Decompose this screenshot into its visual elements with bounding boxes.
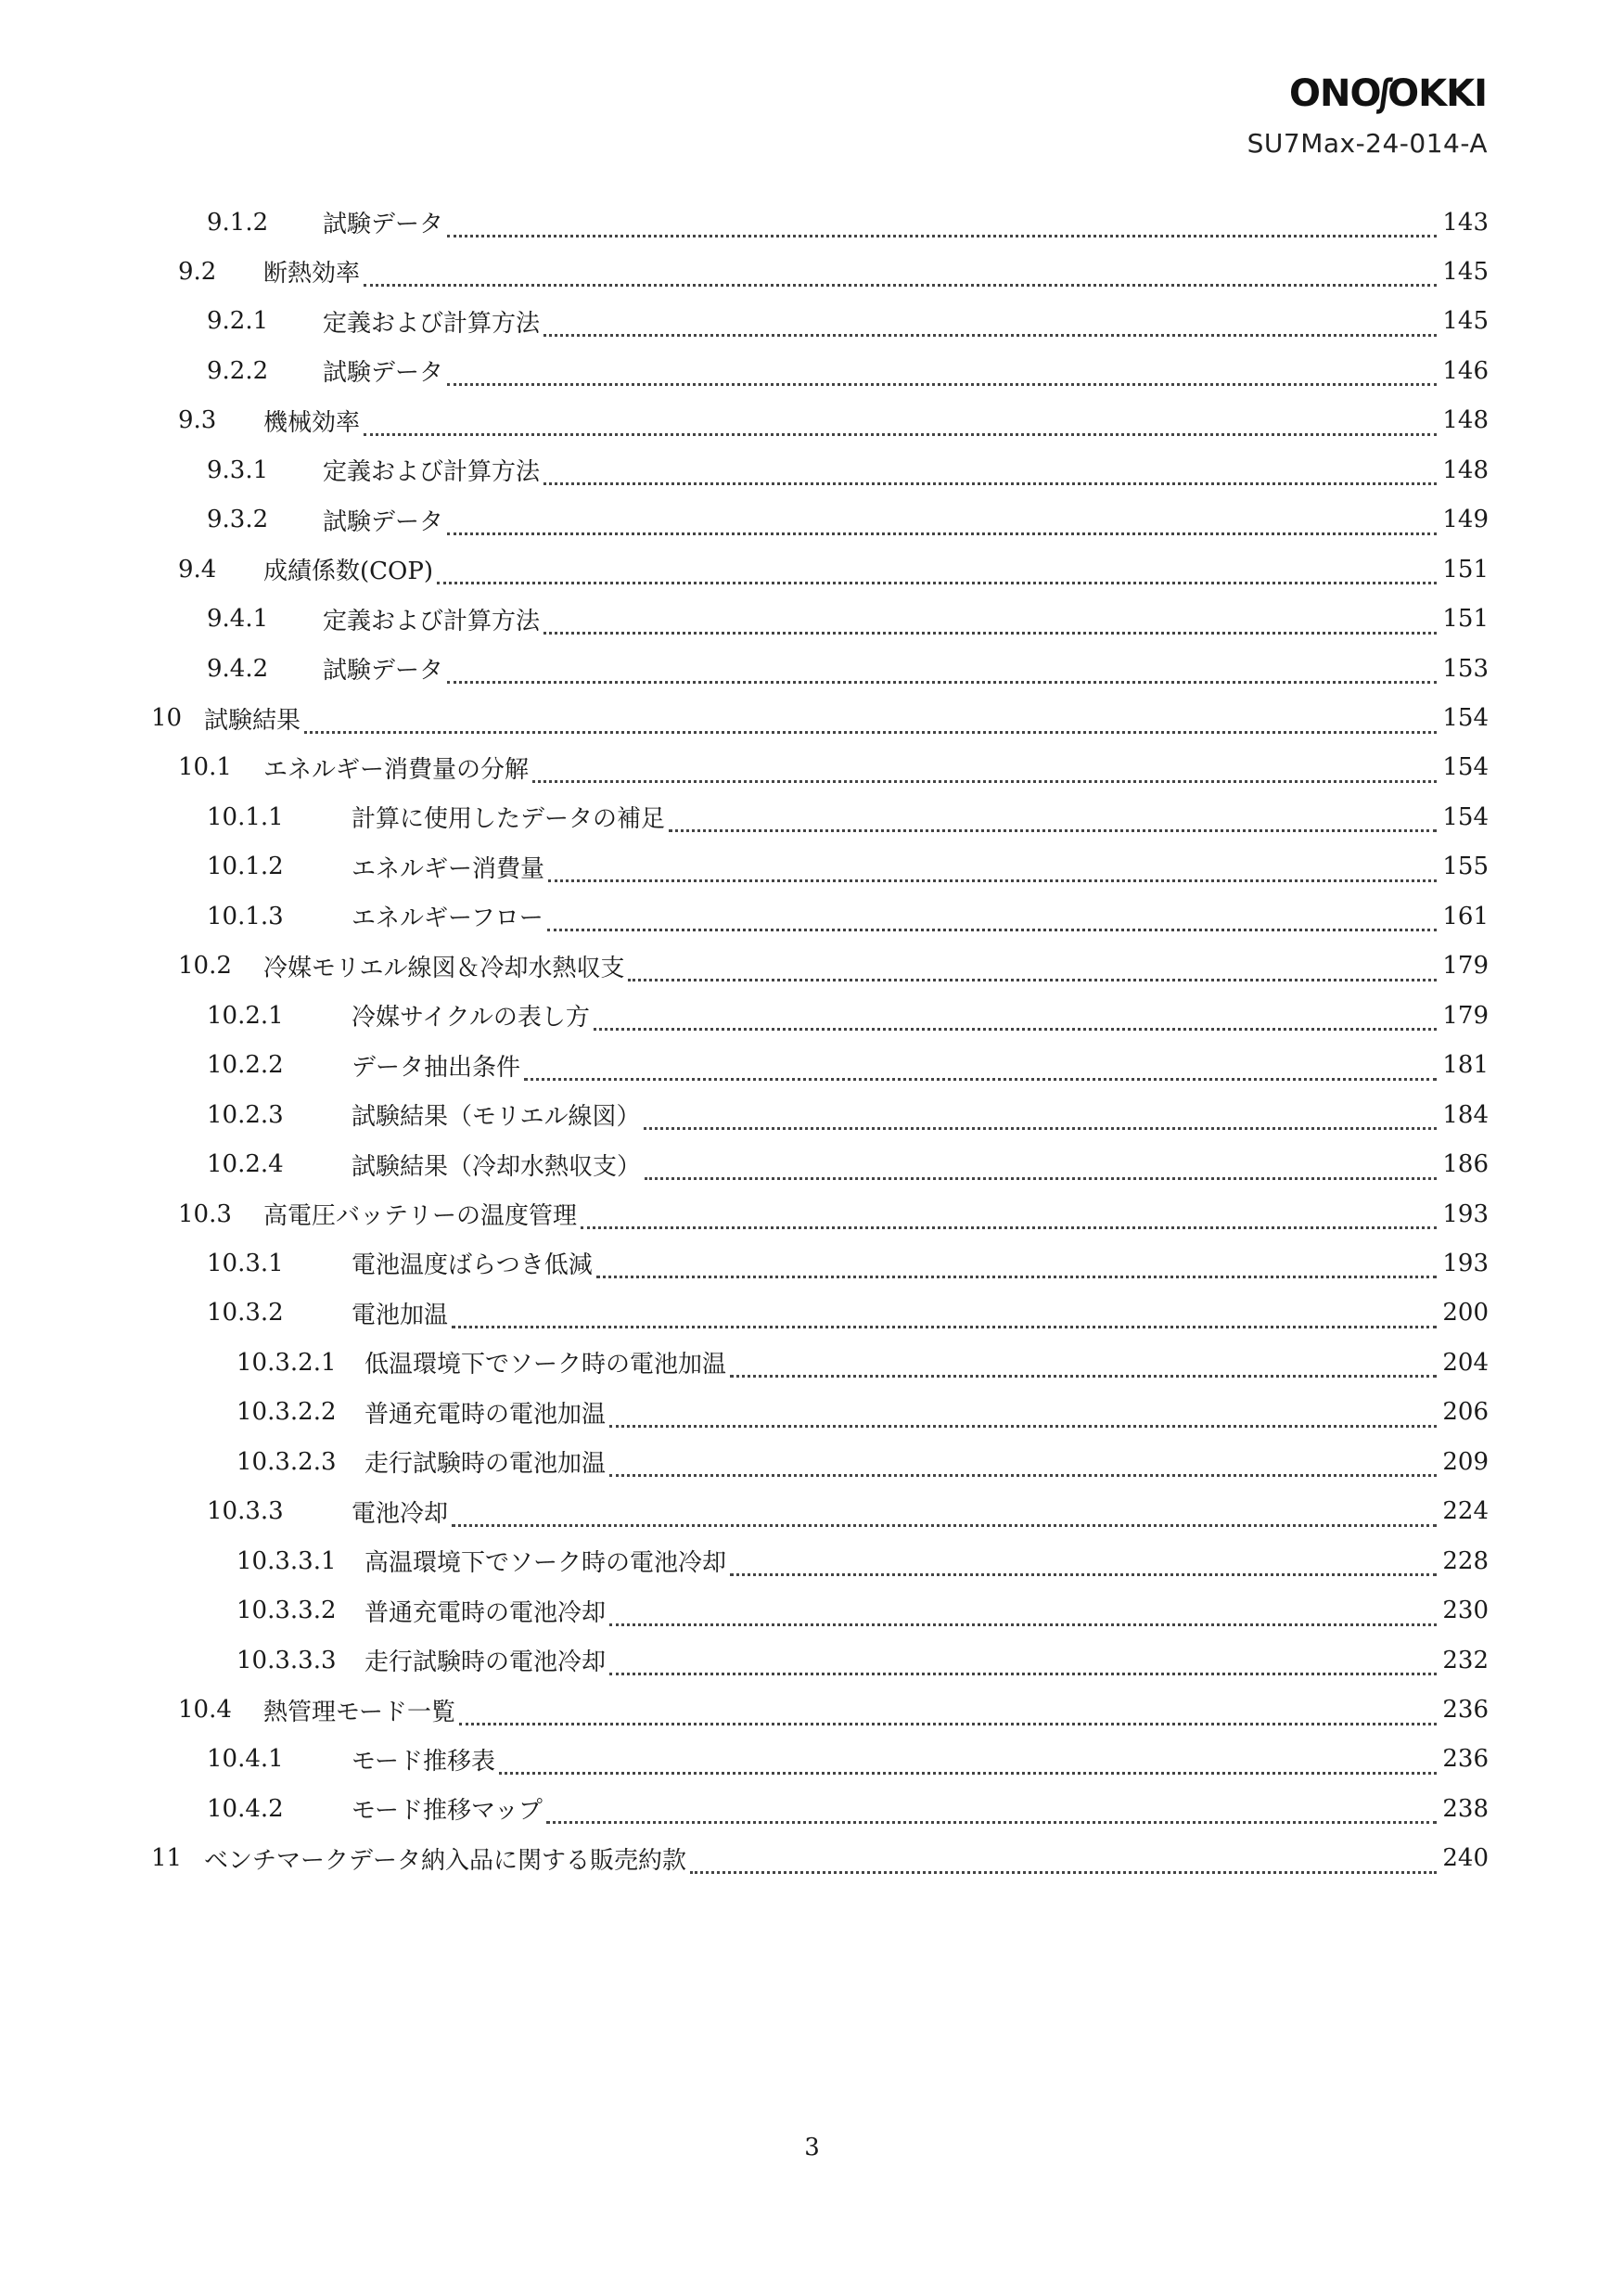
toc-entry-page: 154 — [1442, 753, 1489, 782]
toc-dot-leader — [452, 1302, 1437, 1328]
toc-entry-page: 148 — [1442, 406, 1489, 435]
toc-entry[interactable] — [178, 942, 1489, 991]
toc-entry[interactable] — [207, 891, 1489, 941]
toc-entry-title: 断熱効率 — [263, 260, 361, 289]
toc-entry-title: 定義および計算方法 — [323, 309, 541, 338]
logo-slash-mark: ʃ — [1378, 72, 1389, 115]
toc-entry-title: 高温環境下でソーク時の電池冷却 — [364, 1549, 727, 1578]
toc-entry[interactable] — [207, 198, 1489, 247]
toc-entry-number: 10.2 — [178, 952, 232, 981]
toc-entry[interactable] — [151, 694, 1489, 743]
toc-dot-leader — [644, 1103, 1437, 1130]
toc-entry-number: 9.2 — [178, 257, 217, 286]
toc-entry-page: 204 — [1442, 1348, 1489, 1377]
toc-dot-leader — [730, 1351, 1437, 1378]
toc-dot-leader — [581, 1202, 1437, 1229]
toc-entry-title: モード推移マップ — [352, 1797, 543, 1826]
toc-entry[interactable] — [207, 495, 1489, 545]
toc-dot-leader — [499, 1748, 1437, 1775]
toc-dot-leader — [594, 1004, 1437, 1031]
toc-dot-leader — [364, 260, 1437, 287]
toc-dot-leader — [447, 657, 1437, 684]
toc-entry[interactable] — [207, 792, 1489, 841]
toc-entry[interactable] — [207, 346, 1489, 395]
toc-entry-number: 10.1.2 — [207, 853, 284, 881]
toc-entry[interactable] — [207, 595, 1489, 644]
toc-entry-page: 240 — [1442, 1844, 1489, 1873]
toc-entry-number: 10 — [151, 704, 183, 732]
toc-entry-page: 154 — [1442, 802, 1489, 831]
toc-entry-number: 10.3.2 — [207, 1299, 284, 1328]
toc-entry-page: 151 — [1442, 605, 1489, 634]
toc-dot-leader — [546, 1797, 1437, 1824]
toc-entry[interactable] — [207, 1289, 1489, 1338]
toc-entry[interactable] — [207, 1090, 1489, 1139]
toc-dot-leader — [609, 1450, 1437, 1477]
toc-entry[interactable] — [178, 1189, 1489, 1238]
toc-entry-page: 179 — [1442, 952, 1489, 981]
toc-entry-number: 10.4.2 — [207, 1794, 284, 1823]
toc-entry[interactable] — [178, 545, 1489, 594]
toc-entry-page: 238 — [1442, 1794, 1489, 1823]
toc-dot-leader — [669, 805, 1437, 832]
toc-entry[interactable] — [151, 1834, 1489, 1883]
toc-entry-number: 9.3.2 — [207, 506, 269, 534]
toc-entry[interactable] — [207, 445, 1489, 494]
toc-entry-number: 10.3.1 — [207, 1249, 284, 1277]
toc-entry[interactable] — [237, 1338, 1489, 1387]
toc-entry-page: 146 — [1442, 356, 1489, 385]
toc-dot-leader — [547, 904, 1438, 931]
toc-entry[interactable] — [207, 644, 1489, 693]
toc-entry-number: 10.4.1 — [207, 1745, 284, 1774]
toc-entry-number: 10.1 — [178, 753, 232, 782]
toc-entry-title: 計算に使用したデータの補足 — [352, 805, 666, 834]
toc-entry-page: 193 — [1442, 1199, 1489, 1228]
toc-entry-number: 10.3.3 — [207, 1497, 284, 1526]
page-number: 3 — [804, 2134, 820, 2161]
toc-entry-page: 184 — [1442, 1100, 1489, 1129]
toc-entry[interactable] — [207, 1487, 1489, 1536]
toc-entry-number: 10.2.2 — [207, 1051, 284, 1080]
toc-dot-leader — [543, 608, 1437, 635]
toc-entry-number: 10.2.1 — [207, 1001, 284, 1030]
toc-entry-title: 熱管理モード一覧 — [263, 1698, 455, 1726]
document-number: SU7Max-24-014-A — [1247, 128, 1488, 159]
toc-dot-leader — [645, 1153, 1437, 1180]
toc-dot-leader — [459, 1699, 1437, 1725]
toc-entry-number: 10.2.4 — [207, 1150, 284, 1179]
toc-entry-number: 10.3.2.2 — [237, 1398, 337, 1427]
toc-dot-leader — [596, 1251, 1438, 1278]
toc-entry-title: 走行試験時の電池加温 — [364, 1450, 607, 1479]
toc-entry-title: データ抽出条件 — [352, 1053, 521, 1082]
toc-entry[interactable] — [237, 1586, 1489, 1635]
toc-entry-page: 153 — [1442, 654, 1489, 683]
toc-entry-page: 228 — [1442, 1546, 1489, 1575]
toc-entry[interactable] — [207, 991, 1489, 1040]
toc-entry[interactable] — [237, 1635, 1489, 1685]
toc-entry[interactable] — [237, 1437, 1489, 1486]
toc-entry-title: 冷媒モリエル線図＆冷却水熱収支 — [263, 954, 625, 982]
toc-entry-page: 151 — [1442, 555, 1489, 584]
toc-entry[interactable] — [178, 396, 1489, 445]
toc-entry[interactable] — [207, 1784, 1489, 1833]
toc-entry-number: 10.3.2.3 — [237, 1447, 337, 1476]
toc-entry-page: 145 — [1442, 257, 1489, 286]
toc-entry-title: 電池温度ばらつき低減 — [352, 1251, 593, 1280]
toc-entry-title: 試験データ — [323, 657, 444, 686]
company-logo: ONOʃOKKI — [1289, 72, 1487, 115]
toc-entry-page: 186 — [1442, 1150, 1489, 1179]
toc-entry-title: 機械効率 — [263, 408, 361, 437]
toc-entry-title: 試験結果 — [204, 706, 301, 735]
toc-dot-leader — [437, 558, 1437, 584]
toc-dot-leader — [628, 955, 1437, 981]
toc-entry-title: 定義および計算方法 — [323, 458, 541, 487]
toc-entry-title: 高電圧バッテリーの温度管理 — [263, 1202, 578, 1230]
toc-entry-page: 148 — [1442, 455, 1489, 484]
toc-entry-page: 209 — [1442, 1447, 1489, 1476]
toc-entry-title: 試験データ — [323, 359, 444, 388]
toc-entry-page: 232 — [1442, 1646, 1489, 1674]
toc-entry[interactable] — [207, 297, 1489, 346]
toc-entry-page: 143 — [1442, 208, 1489, 237]
toc-entry-number: 9.4.2 — [207, 654, 269, 683]
toc-entry-page: 236 — [1442, 1745, 1489, 1774]
toc-entry-number: 10.3.3.2 — [237, 1597, 337, 1625]
toc-entry[interactable] — [207, 1238, 1489, 1288]
toc-entry-title: 試験データ — [323, 507, 444, 536]
toc-entry[interactable] — [207, 1140, 1489, 1189]
toc-entry-title: 冷媒サイクルの表し方 — [352, 1004, 590, 1033]
toc-entry-page: 154 — [1442, 704, 1489, 732]
toc-entry-page: 179 — [1442, 1001, 1489, 1030]
toc-entry-page: 149 — [1442, 506, 1489, 534]
toc-entry-number: 9.4 — [178, 555, 217, 584]
toc-entry[interactable] — [178, 1686, 1489, 1735]
toc-entry-number: 9.4.1 — [207, 605, 269, 634]
toc-entry[interactable] — [207, 1041, 1489, 1090]
toc-dot-leader — [609, 1648, 1437, 1675]
toc-entry-number: 10.1.3 — [207, 902, 284, 930]
toc-dot-leader — [447, 211, 1437, 237]
toc-entry-page: 145 — [1442, 307, 1489, 336]
toc-dot-leader — [364, 409, 1437, 436]
toc-entry-number: 11 — [151, 1844, 183, 1873]
toc-entry-title: 電池冷却 — [352, 1499, 449, 1528]
toc-dot-leader — [532, 756, 1437, 783]
toc-entry-number: 10.1.1 — [207, 802, 284, 831]
toc-entry-page: 236 — [1442, 1696, 1489, 1724]
toc-dot-leader — [543, 458, 1437, 485]
toc-entry-number: 10.2.3 — [207, 1100, 284, 1129]
toc-entry[interactable] — [237, 1536, 1489, 1585]
toc-entry-title: エネルギー消費量の分解 — [263, 755, 530, 784]
toc-dot-leader — [524, 1054, 1437, 1081]
toc-dot-leader — [609, 1401, 1437, 1428]
toc-dot-leader — [452, 1500, 1437, 1527]
toc-entry-page: 230 — [1442, 1597, 1489, 1625]
toc-entry-number: 10.3 — [178, 1199, 232, 1228]
toc-entry-page: 181 — [1442, 1051, 1489, 1080]
toc-entry-title: 電池加温 — [352, 1301, 449, 1329]
toc-entry-title: 普通充電時の電池冷却 — [364, 1598, 607, 1627]
toc-dot-leader — [447, 508, 1437, 535]
toc-entry-number: 10.3.2.1 — [237, 1348, 337, 1377]
toc-entry-number: 9.3 — [178, 406, 217, 435]
toc-dot-leader — [609, 1599, 1437, 1626]
toc-entry-title: 低温環境下でソーク時の電池加温 — [364, 1351, 727, 1379]
toc-entry-title: 試験結果（冷却水熱収支） — [352, 1152, 642, 1181]
toc-entry-page: 155 — [1442, 853, 1489, 881]
toc-entry-page: 206 — [1442, 1398, 1489, 1427]
toc-entry[interactable] — [178, 247, 1489, 296]
toc-dot-leader — [730, 1549, 1437, 1576]
toc-entry-title: 成績係数(COP) — [263, 558, 433, 586]
toc-dot-leader — [304, 707, 1437, 734]
toc-entry-title: 試験結果（モリエル線図） — [352, 1103, 641, 1132]
toc-entry-number: 9.2.1 — [207, 307, 269, 336]
toc-entry-title: 試験データ — [323, 211, 444, 238]
toc-entry-title: 走行試験時の電池冷却 — [364, 1648, 607, 1677]
toc-entry-number: 9.3.1 — [207, 455, 269, 484]
toc-entry-number: 10.3.3.3 — [237, 1646, 337, 1674]
toc-dot-leader — [690, 1847, 1437, 1874]
toc-entry-page: 193 — [1442, 1249, 1489, 1277]
toc-entry-title: モード推移表 — [352, 1747, 495, 1776]
toc-entry-title: 普通充電時の電池加温 — [364, 1400, 607, 1429]
toc-dot-leader — [447, 359, 1437, 386]
toc-entry[interactable] — [178, 743, 1489, 792]
toc-entry-page: 200 — [1442, 1299, 1489, 1328]
toc-entry-number: 10.4 — [178, 1696, 232, 1724]
toc-dot-leader — [543, 310, 1437, 337]
toc-entry[interactable] — [237, 1388, 1489, 1437]
toc-entry-number: 10.3.3.1 — [237, 1546, 337, 1575]
toc-entry-title: 定義および計算方法 — [323, 607, 541, 635]
toc-entry-title: エネルギーフロー — [352, 904, 543, 933]
toc-entry-title: エネルギー消費量 — [352, 854, 545, 883]
toc-dot-leader — [548, 855, 1437, 882]
toc-entry[interactable] — [207, 842, 1489, 891]
toc-entry-number: 9.2.2 — [207, 356, 269, 385]
toc-entry-title: ベンチマークデータ納入品に関する販売約款 — [204, 1846, 687, 1875]
toc-entry[interactable] — [207, 1735, 1489, 1784]
toc-entry-page: 161 — [1442, 902, 1489, 930]
toc-entry-page: 224 — [1442, 1497, 1489, 1526]
toc-entry-number: 9.1.2 — [207, 208, 269, 237]
